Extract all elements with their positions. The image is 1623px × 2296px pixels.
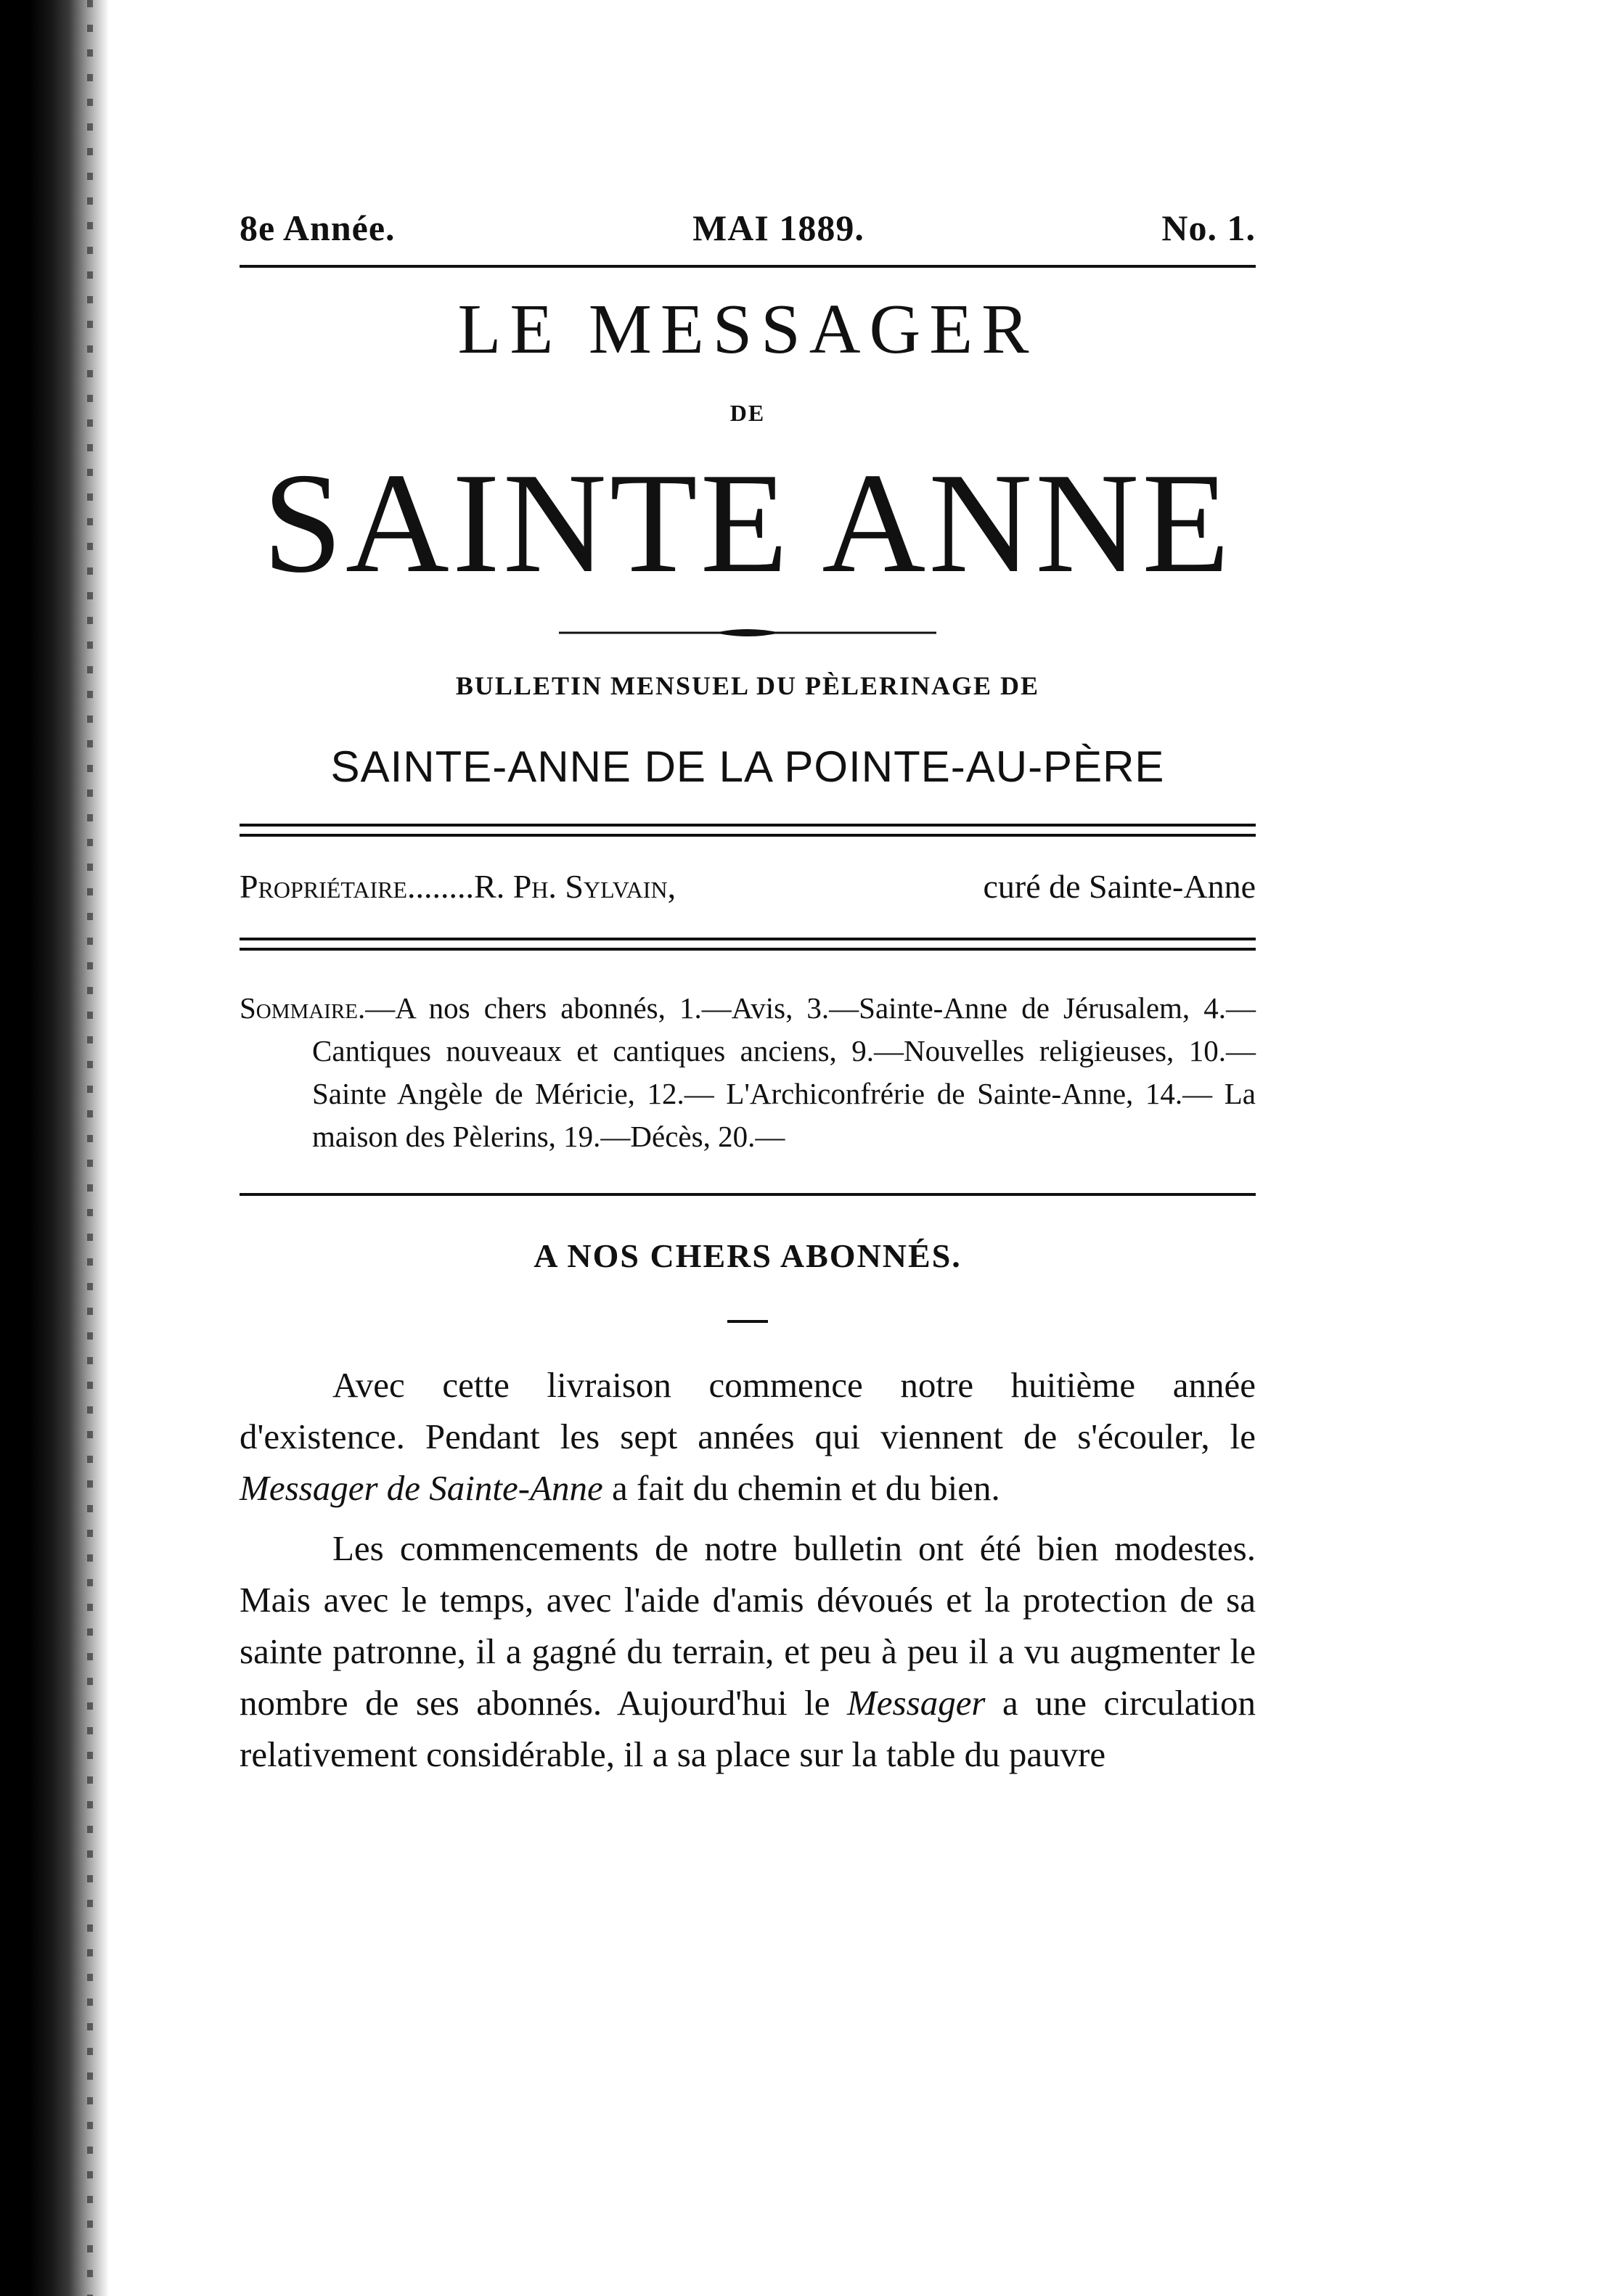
owner-role: curé de Sainte-Anne xyxy=(983,868,1256,905)
issue-date: MAI 1889. xyxy=(692,208,864,248)
double-rule xyxy=(240,938,1256,951)
bulletin-subtitle: BULLETIN MENSUEL DU PÈLERINAGE DE xyxy=(455,671,1040,700)
masthead-title-line2: SAINTE ANNE xyxy=(262,443,1233,602)
issue-header xyxy=(240,207,1256,268)
ornament-rule xyxy=(559,627,936,639)
owner-line xyxy=(240,867,1256,906)
paragraph-text: a fait du chemin et du bien. xyxy=(602,1468,1000,1508)
article-paragraph xyxy=(240,1359,1256,1514)
article-heading: A NOS CHERS ABONNÉS. xyxy=(533,1237,962,1274)
page-content xyxy=(240,207,1256,1780)
paragraph-text: Les commencements de notre bulletin ont été bien modestes. Mais avec le temps, avec l'aide d'amis dévoués et la protection de sa sainte patronne, il a gagné du terrain, et peu à peu il a vu augmenter le nombre de ses abonnés. Aujourd'hui le xyxy=(240,1528,1256,1723)
double-rule xyxy=(240,824,1256,837)
binding-edge xyxy=(0,0,109,2296)
publication-title: Messager xyxy=(846,1683,986,1723)
masthead-title-line1: LE MESSAGER xyxy=(457,290,1038,369)
issue-number: No. 1. xyxy=(1161,208,1256,248)
heading-dash xyxy=(727,1320,768,1323)
table-of-contents xyxy=(240,987,1256,1158)
article-paragraph xyxy=(240,1522,1256,1780)
masthead-title-de: DE xyxy=(729,400,766,426)
publication-title: Messager de Sainte-Anne xyxy=(240,1468,603,1508)
year-label: 8e Année. xyxy=(240,208,396,248)
owner-label: Propriétaire........ xyxy=(240,868,475,905)
summary-text: —A nos chers abonnés, 1.—Avis, 3.—Sainte-Anne de Jérusalem, 4.—Cantiques nouveaux et cantiques anciens, 9.—Nouvelles religieuses, 10.—Sainte Angèle de Méricie, 12.— L'Archiconfrérie de Sainte-Anne, 14.— La maison des Pèlerins, 19.—Décès, 20.— xyxy=(312,991,1256,1153)
owner-name: R. Ph. Sylvain, xyxy=(474,868,676,905)
paragraph-text: Avec cette livraison commence notre huitième année d'existence. Pendant les sept années qui viennent de s'écouler, le xyxy=(240,1365,1256,1456)
single-rule xyxy=(240,1193,1256,1196)
paragraph-text: a une circulation relativement considérable, il a sa place sur la table du pauvre xyxy=(240,1683,1256,1774)
place-subtitle: SAINTE-ANNE DE LA POINTE-AU-PÈRE xyxy=(330,742,1165,791)
summary-label: Sommaire. xyxy=(240,991,366,1025)
